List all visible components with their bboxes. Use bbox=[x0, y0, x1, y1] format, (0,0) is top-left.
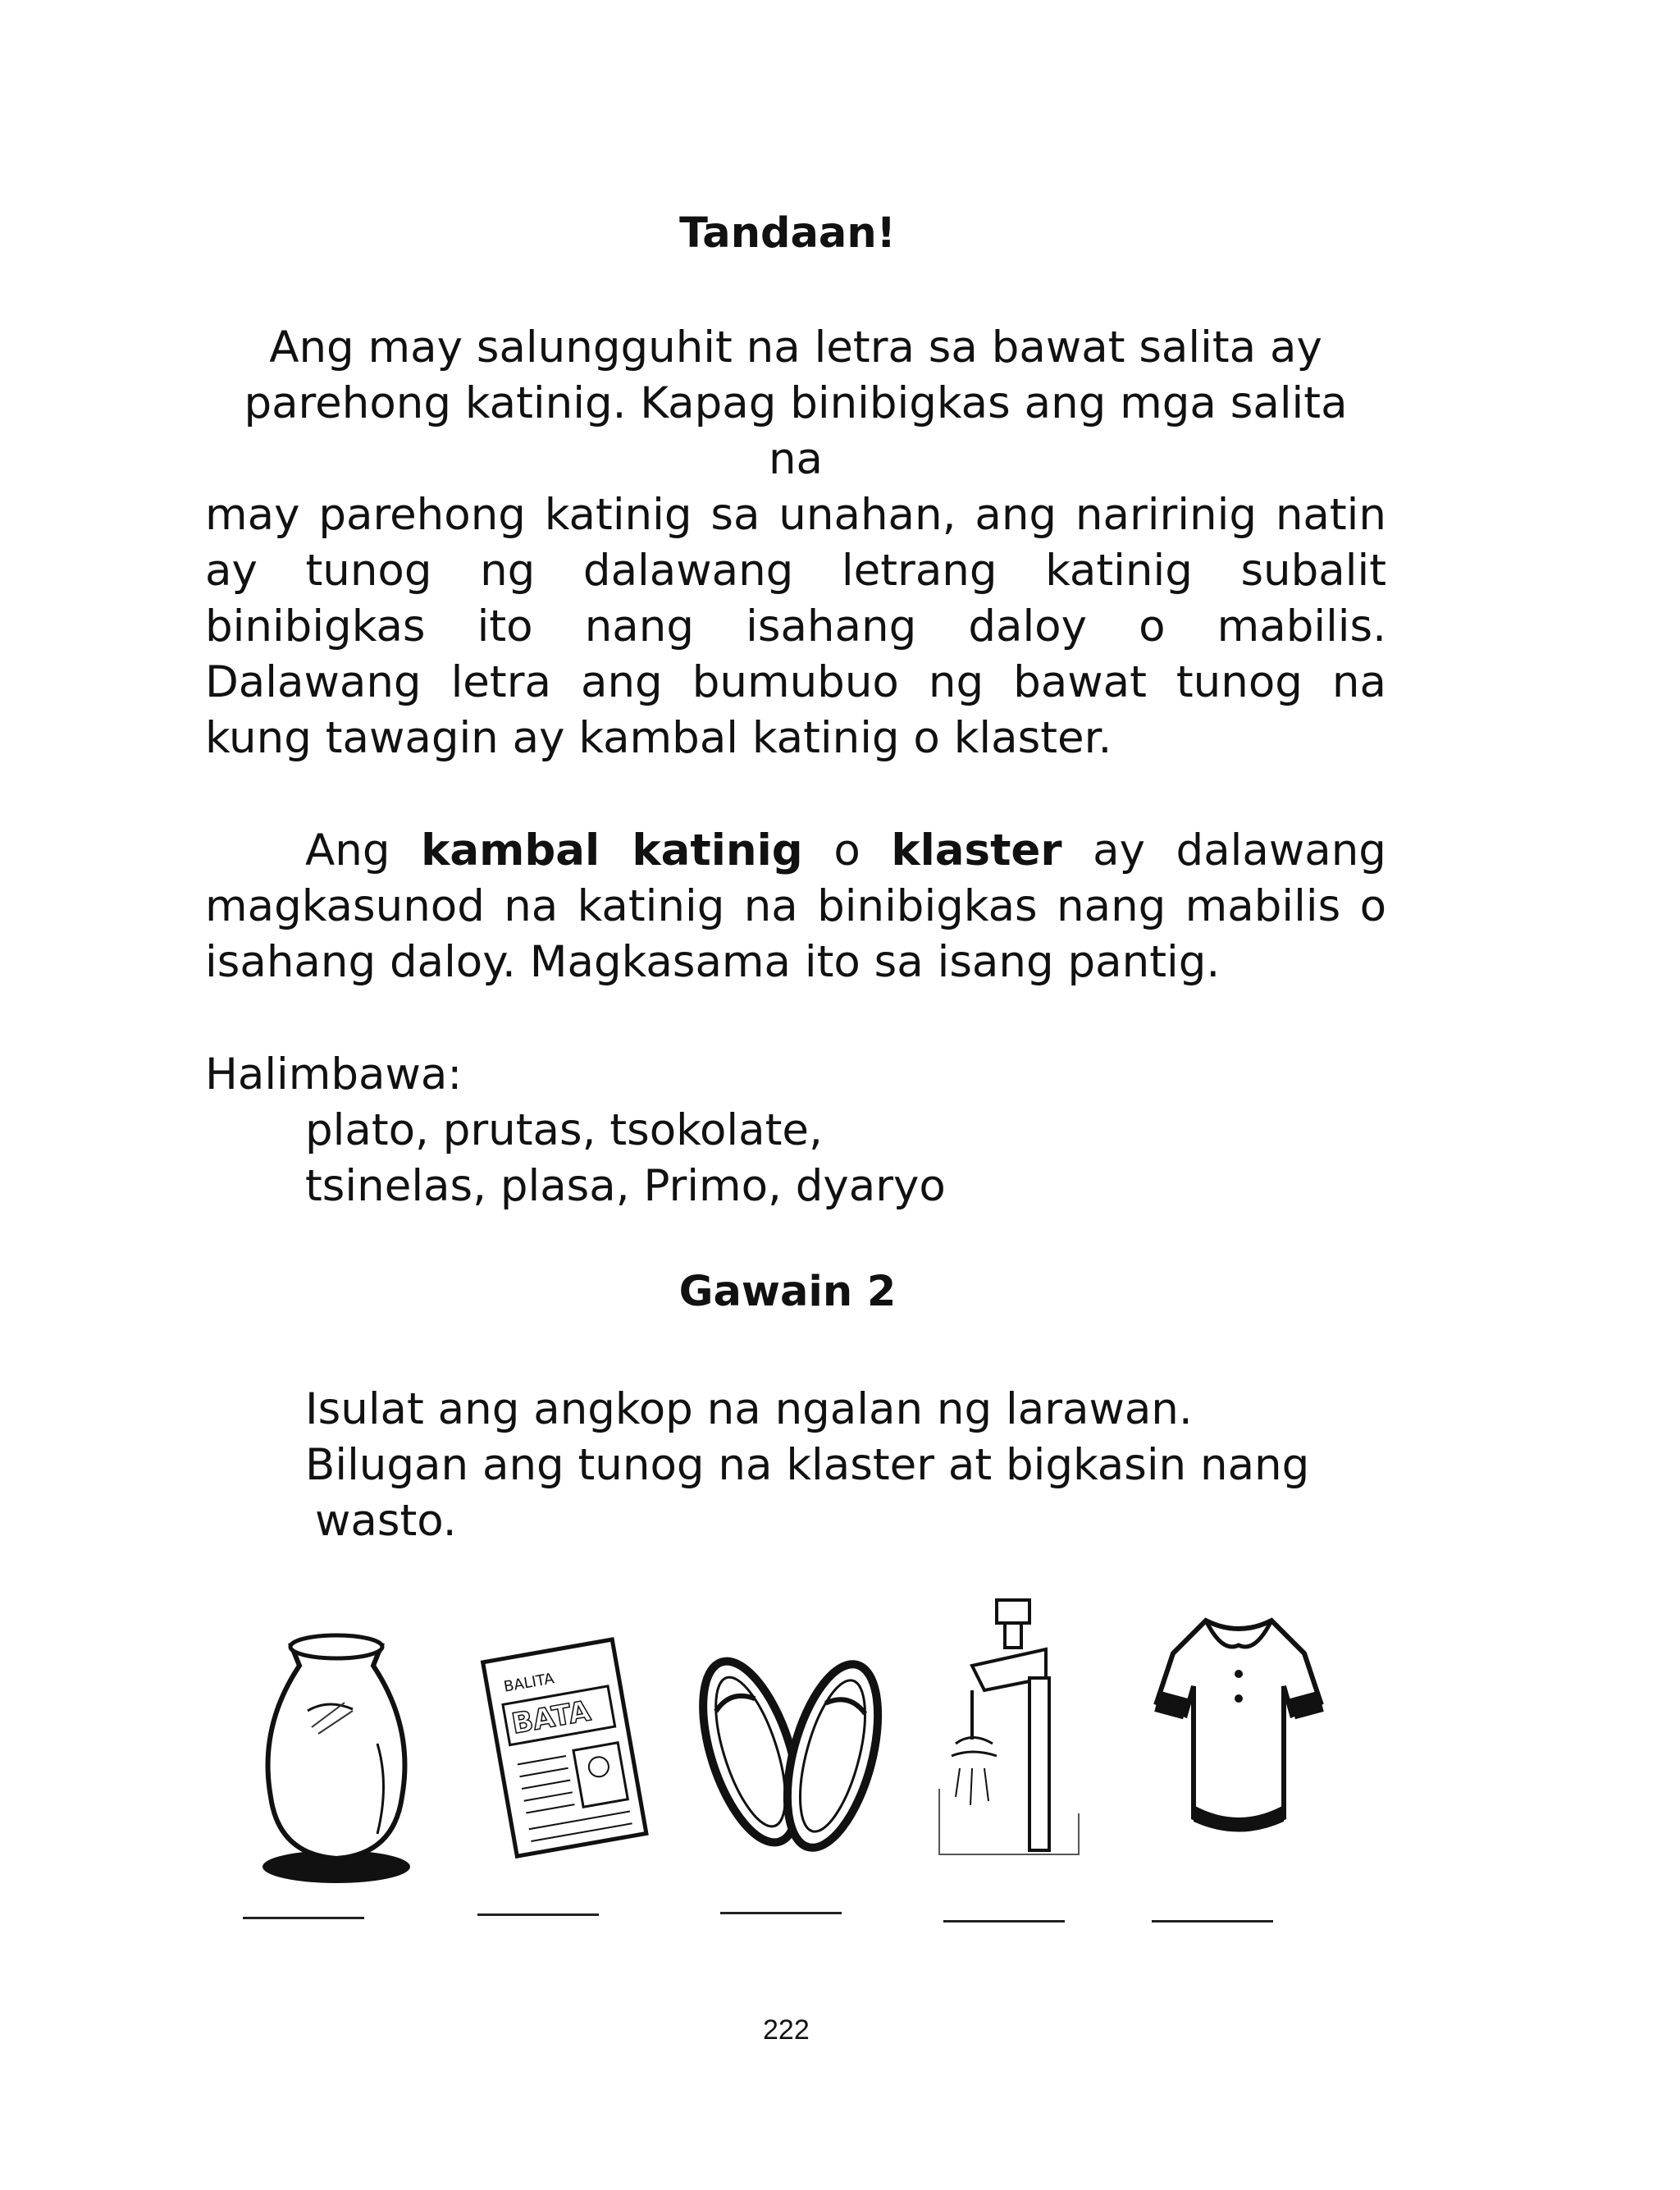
definition-term-kambal-katinig: kambal katinig bbox=[421, 825, 803, 876]
tandaan-line-3: na bbox=[768, 434, 824, 484]
examples-label: Halimbawa: bbox=[205, 1049, 463, 1100]
gawain-title: Gawain 2 bbox=[678, 1268, 897, 1316]
page-number: 222 bbox=[763, 2014, 810, 2046]
answer-blank-1[interactable] bbox=[243, 1917, 364, 1919]
gawain-instruction-3: wasto. bbox=[315, 1496, 457, 1546]
newspaper-image bbox=[468, 1616, 664, 1895]
definition-line-1 bbox=[305, 823, 1386, 879]
examples-line-1: plato, prutas, tsokolate, bbox=[305, 1105, 823, 1155]
definition-start: Ang bbox=[305, 825, 390, 876]
answer-blank-3[interactable] bbox=[720, 1912, 842, 1914]
shirt-image bbox=[1140, 1596, 1337, 1875]
answer-blank-2[interactable] bbox=[477, 1913, 599, 1916]
newspaper-header-text: BALITA bbox=[502, 1670, 556, 1696]
tandaan-line-5: ay tunog ng dalawang letrang katinig subalit bbox=[205, 546, 1386, 596]
definition-connector: o bbox=[833, 825, 861, 876]
newspaper-headline-text: BATA bbox=[509, 1694, 593, 1741]
tandaan-line-4: may parehong katinig sa unahan, ang naririnig natin bbox=[205, 490, 1386, 540]
definition-term-klaster: klaster bbox=[891, 825, 1062, 876]
answer-blank-4[interactable] bbox=[943, 1920, 1065, 1923]
tandaan-line-7: Dalawang letra ang bumubuo ng bawat tunog na bbox=[205, 657, 1386, 707]
tandaan-line-8: kung tawagin ay kambal katinig o klaster. bbox=[205, 713, 1112, 763]
gawain-instruction-1: Isulat ang angkop na ngalan ng larawan. bbox=[305, 1384, 1193, 1434]
examples-line-2: tsinelas, plasa, Primo, dyaryo bbox=[305, 1161, 946, 1211]
tandaan-title: Tandaan! bbox=[679, 209, 896, 258]
jar-image bbox=[238, 1621, 435, 1900]
tandaan-line-1: Ang may salungguhit na letra sa bawat salita ay bbox=[269, 322, 1322, 373]
slippers-image bbox=[693, 1621, 890, 1900]
definition-line-3: isahang daloy. Magkasama ito sa isang pantig. bbox=[205, 937, 1221, 987]
definition-end: ay dalawang bbox=[1093, 825, 1386, 876]
answer-blank-5[interactable] bbox=[1152, 1920, 1273, 1923]
gawain-instruction-2: Bilugan ang tunog na klaster at bigkasin nang bbox=[305, 1440, 1310, 1490]
tandaan-line-2: parehong katinig. Kapag binibigkas ang mga salita bbox=[244, 378, 1348, 428]
definition-line-2: magkasunod na katinig na binibigkas nang mabilis o bbox=[205, 881, 1386, 931]
tandaan-line-6: binibigkas ito nang isahang daloy o mabilis. bbox=[205, 601, 1386, 652]
faucet-image bbox=[923, 1592, 1120, 1871]
